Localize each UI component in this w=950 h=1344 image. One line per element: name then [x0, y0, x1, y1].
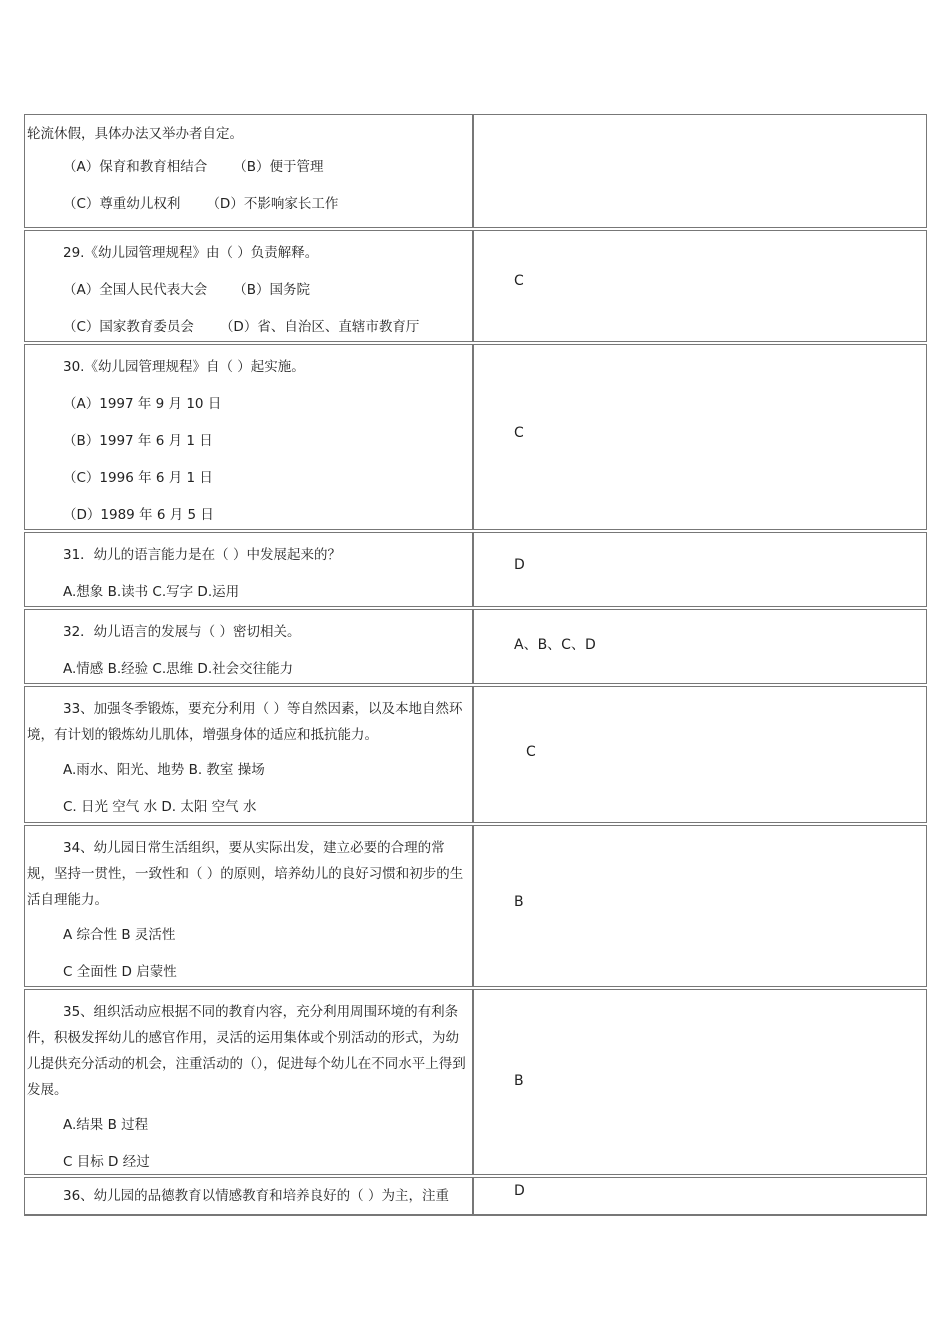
- table-row: [24, 825, 927, 987]
- question-table: [24, 114, 927, 1218]
- option-a: （A）保育和教育相结合: [63, 159, 208, 175]
- option-line: C 全面性 D 启蒙性: [63, 964, 177, 980]
- answer-cell: [474, 610, 926, 683]
- answer-cell: [474, 687, 926, 822]
- answer-text: D: [514, 557, 525, 573]
- option-b: （B）1997 年 6 月 1 日: [63, 433, 213, 449]
- question-cell: [25, 1178, 474, 1214]
- table-row: [24, 230, 927, 342]
- option-a: （A）1997 年 9 月 10 日: [63, 396, 222, 412]
- option-line: A.雨水、阳光、地势 B. 教室 操场: [63, 762, 265, 778]
- answer-cell: [474, 231, 926, 341]
- option-a: （A）全国人民代表大会: [63, 282, 208, 298]
- option-line: [27, 309, 470, 346]
- option-d: （D）1989 年 6 月 5 日: [63, 507, 214, 523]
- table-row: [24, 609, 927, 684]
- question-cell: [25, 115, 474, 227]
- answer-cell: [474, 345, 926, 529]
- question-cell: [25, 990, 474, 1174]
- answer-text: D: [514, 1183, 525, 1199]
- question-text: 29.《幼儿园管理规程》由（ ）负责解释。: [63, 245, 319, 261]
- answer-text: B: [514, 894, 524, 910]
- question-text: 36、幼儿园的品德教育以情感教育和培养良好的（ ）为主，注重: [63, 1188, 449, 1204]
- question-text: 34、幼儿园日常生活组织，要从实际出发，建立必要的合理的常规，坚持一贯性，一致性和（ ）的原则，培养幼儿的良好习惯和初步的生活自理能力。: [27, 840, 464, 908]
- question-cell: [25, 533, 474, 606]
- option-line: [27, 149, 470, 186]
- question-cell: [25, 826, 474, 986]
- option-line: C 目标 D 经过: [63, 1154, 150, 1170]
- option-d: （D）不影响家长工作: [206, 196, 339, 212]
- table-row: [24, 1177, 927, 1216]
- question-text: 30.《幼儿园管理规程》自（ ）起实施。: [63, 359, 305, 375]
- answer-cell: [474, 115, 926, 227]
- question-text: 轮流休假，具体办法又举办者自定。: [27, 126, 243, 142]
- question-text: 31．幼儿的语言能力是在（ ）中发展起来的？: [63, 547, 341, 563]
- answer-cell: [474, 826, 926, 986]
- table-row: [24, 989, 927, 1175]
- table-row: [24, 532, 927, 607]
- option-line: A 综合性 B 灵活性: [63, 927, 176, 943]
- answer-text: B: [514, 1073, 524, 1089]
- answer-text: A、B、C、D: [514, 637, 596, 653]
- option-line: A.情感 B.经验 C.思维 D.社会交往能力: [63, 661, 294, 677]
- question-cell: [25, 231, 474, 341]
- option-c: （C）1996 年 6 月 1 日: [63, 470, 213, 486]
- question-cell: [25, 687, 474, 822]
- answer-text: C: [514, 425, 524, 441]
- option-line: A.想象 B.读书 C.写字 D.运用: [63, 584, 240, 600]
- table-row: [24, 114, 927, 228]
- answer-cell: [474, 533, 926, 606]
- option-c: （C）国家教育委员会: [63, 319, 194, 335]
- answer-cell: [474, 1178, 926, 1214]
- option-line: A.结果 B 过程: [63, 1117, 149, 1133]
- answer-cell: [474, 990, 926, 1174]
- question-text: 33、加强冬季锻炼，要充分利用（ ）等自然因素，以及本地自然环境，有计划的锻炼幼儿肌体，增强身体的适应和抵抗能力。: [27, 701, 463, 743]
- table-row: [24, 686, 927, 823]
- option-b: （B）便于管理: [233, 159, 324, 175]
- table-row: [24, 344, 927, 530]
- question-cell: [25, 610, 474, 683]
- option-line: [27, 272, 470, 309]
- option-line: [27, 186, 470, 223]
- question-cell: [25, 345, 474, 529]
- option-line: C. 日光 空气 水 D. 太阳 空气 水: [63, 799, 257, 815]
- option-c: （C）尊重幼儿权利: [63, 196, 181, 212]
- option-b: （B）国务院: [233, 282, 311, 298]
- answer-text: C: [514, 273, 524, 289]
- question-text: 32．幼儿语言的发展与（ ）密切相关。: [63, 624, 301, 640]
- option-d: （D）省、自治区、直辖市教育厅: [219, 319, 420, 335]
- answer-text: C: [526, 744, 536, 760]
- question-text: 35、组织活动应根据不同的教育内容，充分利用周围环境的有利条件，积极发挥幼儿的感官作用，灵活的运用集体或个别活动的形式，为幼儿提供充分活动的机会，注重活动的（），促进每个幼儿在不同水平上得到发展。: [27, 1004, 466, 1098]
